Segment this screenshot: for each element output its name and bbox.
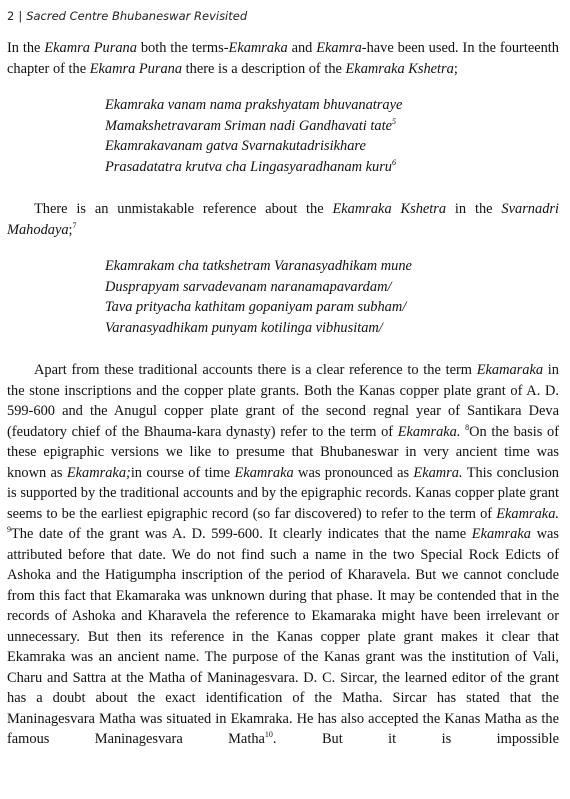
verse-line: Dusprapyam sarvadevanam naranamapavardam/ [105,278,392,295]
italic-term: Ekamraka. [496,505,559,522]
italic-term: Ekamraka [234,464,294,481]
text-run: The date of the grant was A. D. 599-600. It clearly indicates that the name [11,526,472,542]
running-head-separator: | [18,9,23,23]
footnote-ref: 8 [465,422,470,432]
text-run: in the stone inscriptions and the copper plate grants. Both the Kanas copper plate grant of A. D. 599-600 and the Anugul copper plate grant of the second regnal year of Santikara Deva (feudatory chief of the Bhauma-kara dynasty) refer to the term of [7,362,559,440]
italic-term: Ekamra. [413,464,463,481]
running-head-title: Sacred Centre Bhubaneswar Revisited [26,9,248,23]
verse-line: Tava prityacha kathitam gopaniyam param subham/ [105,299,407,315]
italic-term: Ekamraka [228,40,288,56]
text-run: and [287,40,317,56]
paragraph-epigraphic [7,360,559,750]
text-run: was pronounced as [293,464,414,481]
verse-block-ekamra-purana [105,95,559,177]
italic-term: Ekamra [316,40,362,56]
italic-term: Ekamraka; [66,464,131,481]
italic-term: Ekamraka Kshetra [345,60,454,77]
text-run: On the basis of these epigraphic versions we like to presume that Bhubaneswar in very ancient time was known as [7,423,559,481]
italic-term: Ekamraka Kshetra [332,201,447,217]
footnote-ref: 7 [72,220,77,230]
verse-line [105,95,559,116]
verse-line-text: Ekamraka vanam nama prakshyatam bhuvanatraye [105,97,403,113]
verse-line [105,157,559,178]
text-run: This conclusion is supported by the traditional accounts and by the epigraphic records. Kanas copper plate grant seems to be the earliest epigraphic record (so far discovered) to refer to the term of [7,464,559,522]
text-run: was attributed before that date. We do not find such a name in the two Special Rock Edicts of Ashoka and the Hatigumpha inscription of the period of Kharavela. But we cannot conclude from this fact that Ekamaraka was unknown during that phase. It may be contended that in the records of Ashoka and Kharavela the reference to Ekamaraka might have been irrelevant or unnecessary. But then its reference in the Kanas copper plate grant makes it clear that Ekamraka was an ancient name. The purpose of the Kanas grant was the institution of Vali, Charu and Sattra at the Matha of Maninagesvara. D. C. Sircar, the learned editor of the grant has a doubt about the exact identification of the Matha. Sircar has stated that the Maninagesvara Matha was situated in Ekamraka. He has also accepted the Kanas Matha as the famous Maninagesvara Matha [7,526,559,747]
verse-line: Ekamrakam cha tatkshetram Varanasyadhikam mune [105,258,412,274]
italic-term: Ekamra Purana [44,40,137,56]
paragraph-intro [7,38,559,79]
verse-line: Varanasyadhikam punyam kotilinga vibhusitam/ [105,319,383,336]
italic-term: Ekamaraka [476,362,544,378]
verse-line [105,116,559,137]
text-run: There is an unmistakable reference about the [34,201,333,217]
italic-term: Ekamraka. [397,423,461,440]
italic-term: Ekamra Purana [89,60,183,77]
text-run: Apart from these traditional accounts there is a clear reference to the term [34,362,477,378]
text-run: In the [7,40,45,56]
verse-line-text: Prasadatatra krutva cha Lingasyaradhanam kuru [105,158,393,175]
italic-term: Ekamraka [471,526,531,542]
page-number: 2 [7,9,15,23]
text-run: in course of time [130,464,235,481]
text-run: ; [68,221,73,238]
footnote-ref: 6 [392,157,397,167]
body-text [7,38,559,750]
italic-term: Svarnadri Mahodaya [7,201,559,238]
footnote-ref: 5 [391,116,396,126]
footnote-ref: 10 [264,730,273,740]
text-run: ; [453,60,458,77]
text-run: there is a description of the [182,60,346,77]
paragraph-svarnadri [7,199,559,240]
text-run: . But it is impossible [272,731,559,747]
running-head [7,9,247,23]
text-run: in the [446,201,502,217]
verse-line-text: Ekamrakavanam gatva Svarnakutadrisikhare [105,138,366,154]
footnote-ref: 9 [7,525,11,535]
text-run: -have been used. In the fourteenth chapter of the [7,40,559,77]
verse-line [105,136,559,157]
verse-block-svarnadri [105,256,559,338]
text-run: both the terms- [136,40,229,56]
verse-line-text: Mamakshetravaram Sriman nadi Gandhavati tate [105,117,392,134]
